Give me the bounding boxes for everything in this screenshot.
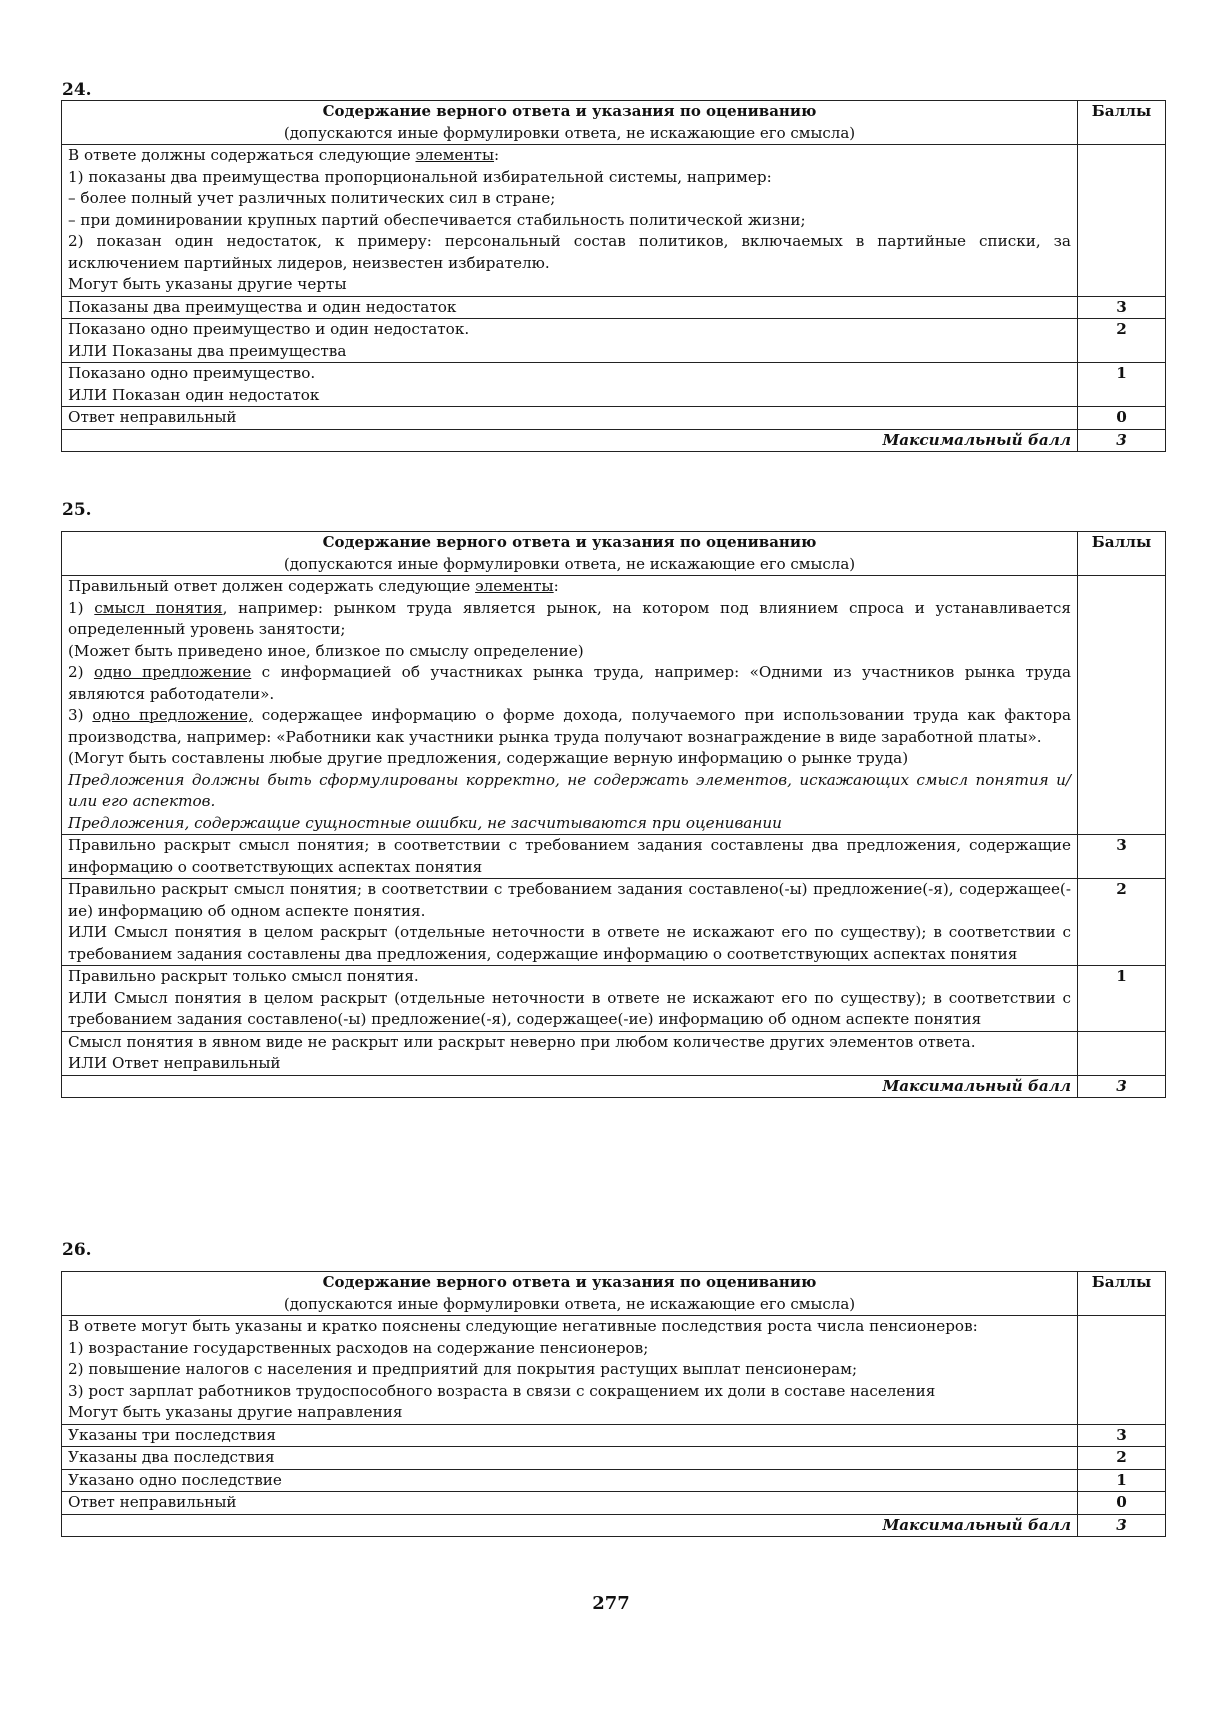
list-item: 3) одно предложение, содержащее информацию о форме дохода, получаемого при использовании труда как фактора производства, например: «Работники как участники рынка труда получают вознаграждение в виде заработной платы». (68, 706, 1071, 746)
answer-intro: В ответе должны содержаться следующие элементы: (68, 146, 500, 164)
list-item: 1) смысл понятия, например: рынком труда является рынок, на котором под влиянием спроса и устанавливается определенный уровень занятости; (68, 598, 1071, 638)
question-26-number: 26. (62, 1240, 92, 1260)
answer-intro: В ответе могут быть указаны и кратко пояснены следующие негативные последствия роста числа пенсионеров: (68, 1317, 978, 1335)
header-cell (62, 1272, 1078, 1316)
header-cell (62, 532, 1078, 576)
header-subtitle: (допускаются иные формулировки ответа, не искажающие его смысла) (283, 1294, 856, 1313)
list-item: Могут быть указаны другие черты (68, 275, 347, 293)
score-cell: 2 (1078, 319, 1166, 363)
table-row (62, 319, 1166, 363)
criterion-cell: Показано одно преимущество. ИЛИ Показан один недостаток (62, 363, 1078, 407)
criterion-cell: Показано одно преимущество и один недостаток. ИЛИ Показаны два преимущества (62, 319, 1078, 363)
table-row (62, 1492, 1166, 1515)
empty-score-cell (1078, 1316, 1166, 1425)
list-item: Могут быть указаны другие направления (68, 1403, 403, 1421)
max-score-row (62, 1075, 1166, 1098)
criterion-cell: Смысл понятия в явном виде не раскрыт или раскрыт неверно при любом количестве других элементов ответа. ИЛИ Ответ неправильный (62, 1031, 1078, 1075)
table-row (62, 966, 1166, 1032)
header-cell (62, 101, 1078, 145)
answer-elements-row (62, 576, 1166, 835)
criterion-cell: Ответ неправильный (62, 407, 1078, 430)
max-score-value: 3 (1078, 429, 1166, 452)
score-cell: 1 (1078, 363, 1166, 407)
answer-intro: Правильный ответ должен содержать следующие элементы: (68, 577, 559, 595)
list-item: 2) одно предложение с информацией об участниках рынка труда, например: «Одними из участников рынка труда являются работодатели». (68, 663, 1072, 703)
table-row (62, 1447, 1166, 1470)
question-25-table (61, 531, 1166, 1098)
table-row (62, 363, 1166, 407)
score-cell: 0 (1078, 407, 1166, 430)
score-cell: 2 (1078, 1447, 1166, 1470)
page-number: 277 (592, 1593, 630, 1614)
note: (Может быть приведено иное, близкое по смыслу определение) (68, 641, 584, 660)
table-header-row (62, 1272, 1166, 1316)
header-title: Содержание верного ответа и указания по оцениванию (322, 102, 817, 120)
score-cell: 3 (1078, 1424, 1166, 1447)
empty-score-cell (1078, 145, 1166, 297)
score-cell: 2 (1078, 879, 1166, 966)
criterion-cell: Указано одно последствие (62, 1469, 1078, 1492)
list-item: 3) рост зарплат работников трудоспособного возраста в связи с сокращением их доли в составе населения (68, 1381, 936, 1400)
empty-score-cell (1078, 1031, 1166, 1075)
header-subtitle: (допускаются иные формулировки ответа, не искажающие его смысла) (283, 123, 856, 142)
table-header-row (62, 532, 1166, 576)
italic-note: Предложения, содержащие сущностные ошибки, не засчитываются при оценивании (68, 813, 782, 832)
answer-elements-cell (62, 1316, 1078, 1425)
criterion-cell: Указаны три последствия (62, 1424, 1078, 1447)
max-score-value: 3 (1078, 1075, 1166, 1098)
question-24-number: 24. (62, 80, 92, 100)
list-item: 1) показаны два преимущества пропорциональной избирательной системы, например: (68, 167, 772, 186)
max-score-row (62, 429, 1166, 452)
list-item: 1) возрастание государственных расходов на содержание пенсионеров; (68, 1338, 649, 1357)
score-cell: 0 (1078, 1492, 1166, 1515)
max-score-row (62, 1514, 1166, 1537)
max-score-label: Максимальный балл (62, 1514, 1078, 1537)
table-row (62, 835, 1166, 879)
list-item: 2) показан один недостаток, к примеру: персональный состав политиков, включаемых в партийные списки, за исключением партийных лидеров, неизвестен избирателю. (68, 232, 1071, 272)
table-row (62, 407, 1166, 430)
question-25-number: 25. (62, 500, 92, 520)
score-cell: 1 (1078, 966, 1166, 1032)
italic-note: Предложения должны быть сформулированы корректно, не содержать элементов, искажающих смысл понятия и/или его аспектов. (68, 770, 1071, 810)
note: (Могут быть составлены любые другие предложения, содержащие верную информацию о рынке труда) (68, 749, 909, 767)
criterion-cell: Показаны два преимущества и один недостаток (62, 296, 1078, 319)
header-title: Содержание верного ответа и указания по оцениванию (322, 1273, 817, 1291)
table-row (62, 879, 1166, 966)
criterion-cell: Ответ неправильный (62, 1492, 1078, 1515)
empty-score-cell (1078, 576, 1166, 835)
score-cell: 3 (1078, 296, 1166, 319)
max-score-label: Максимальный балл (62, 1075, 1078, 1098)
max-score-value: 3 (1078, 1514, 1166, 1537)
criterion-cell: Указаны два последствия (62, 1447, 1078, 1470)
table-row (62, 296, 1166, 319)
table-row (62, 1424, 1166, 1447)
table-row (62, 1031, 1166, 1075)
list-item: – при доминировании крупных партий обеспечивается стабильность политической жизни; (68, 210, 806, 229)
answer-elements-row (62, 145, 1166, 297)
answer-elements-row (62, 1316, 1166, 1425)
max-score-label: Максимальный балл (62, 429, 1078, 452)
answer-elements-cell (62, 576, 1078, 835)
question-26-table (61, 1271, 1166, 1537)
table-header-row (62, 101, 1166, 145)
points-header: Баллы (1078, 532, 1166, 576)
criterion-cell: Правильно раскрыт смысл понятия; в соответствии с требованием задания составлено(-ы) предложение(-я), содержащее(-ие) информацию об одном аспекте понятия. ИЛИ Смысл понятия в целом раскрыт (отдельные неточности в ответе не искажают его по существу); в соответствии с требованием задания составлены два предложения, содержащие информацию о соответствующих аспектах понятия (62, 879, 1078, 966)
table-row (62, 1469, 1166, 1492)
score-cell: 3 (1078, 835, 1166, 879)
header-subtitle: (допускаются иные формулировки ответа, не искажающие его смысла) (283, 554, 856, 573)
list-item: 2) повышение налогов с населения и предприятий для покрытия растущих выплат пенсионерам; (68, 1360, 858, 1378)
score-cell: 1 (1078, 1469, 1166, 1492)
question-24-table (61, 100, 1166, 452)
list-item: – более полный учет различных политических сил в стране; (68, 189, 556, 207)
points-header: Баллы (1078, 1272, 1166, 1316)
points-header: Баллы (1078, 101, 1166, 145)
answer-elements-cell (62, 145, 1078, 297)
header-title: Содержание верного ответа и указания по оцениванию (322, 533, 817, 551)
criterion-cell: Правильно раскрыт только смысл понятия. ИЛИ Смысл понятия в целом раскрыт (отдельные неточности в ответе не искажают его по существу); в соответствии с требованием задания составлено(-ы) предложение(-я), содержащее(-ие) информацию об одном аспекте понятия (62, 966, 1078, 1032)
criterion-cell: Правильно раскрыт смысл понятия; в соответствии с требованием задания составлены два предложения, содержащие информацию о соответствующих аспектах понятия (62, 835, 1078, 879)
